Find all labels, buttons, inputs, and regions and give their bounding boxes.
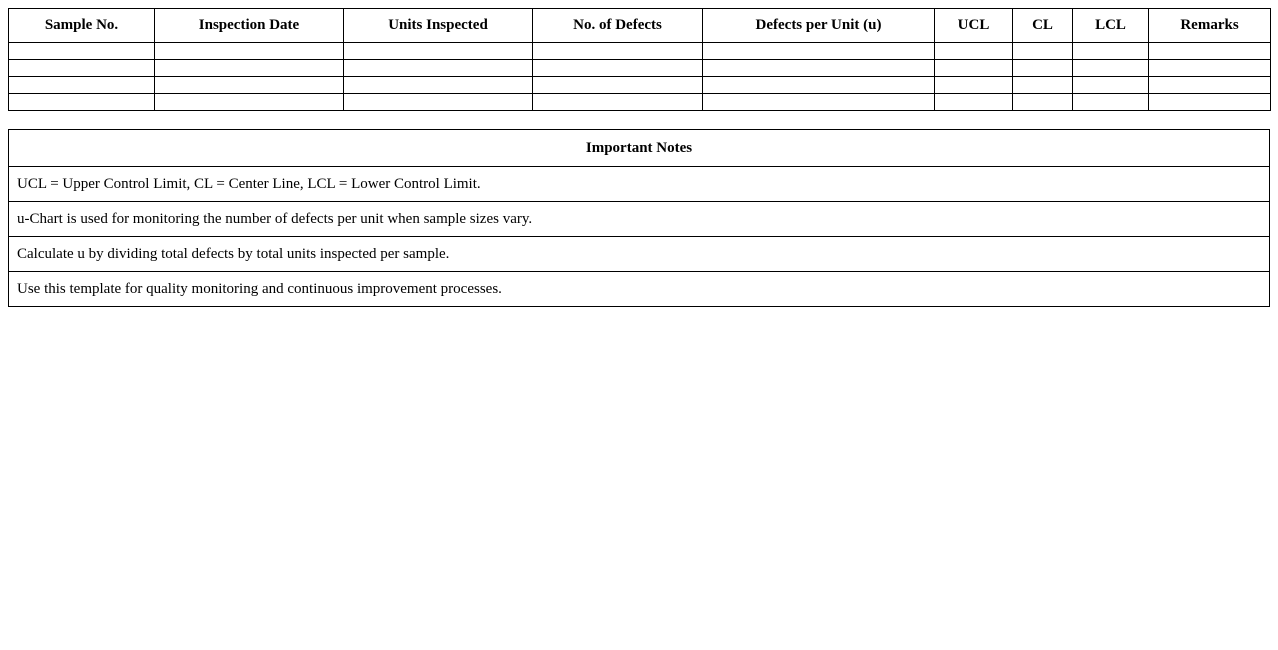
table-row — [9, 94, 1271, 111]
table-row — [9, 60, 1271, 77]
table-header-row — [9, 9, 1271, 43]
table-cell[interactable] — [1149, 60, 1271, 77]
table-cell[interactable] — [703, 43, 935, 60]
table-cell[interactable] — [1073, 60, 1149, 77]
table-cell[interactable] — [9, 60, 155, 77]
note-row — [9, 167, 1270, 202]
table-cell[interactable] — [935, 94, 1013, 111]
table-cell[interactable] — [155, 94, 344, 111]
column-header-defects-per-unit: Defects per Unit (u) — [703, 9, 935, 43]
table-cell[interactable] — [703, 60, 935, 77]
note-item: u-Chart is used for monitoring the number of defects per unit when sample sizes vary. — [9, 202, 1270, 237]
table-cell[interactable] — [1073, 94, 1149, 111]
table-row — [9, 77, 1271, 94]
note-row — [9, 237, 1270, 272]
table-cell[interactable] — [935, 43, 1013, 60]
table-cell[interactable] — [1013, 43, 1073, 60]
table-cell[interactable] — [1073, 77, 1149, 94]
column-header-inspection-date: Inspection Date — [155, 9, 344, 43]
column-header-ucl: UCL — [935, 9, 1013, 43]
column-header-sample-no: Sample No. — [9, 9, 155, 43]
table-cell[interactable] — [703, 77, 935, 94]
table-cell[interactable] — [344, 94, 533, 111]
important-notes-table — [8, 129, 1270, 307]
table-cell[interactable] — [9, 94, 155, 111]
table-cell[interactable] — [935, 77, 1013, 94]
table-cell[interactable] — [155, 77, 344, 94]
table-cell[interactable] — [533, 43, 703, 60]
column-header-units-inspected: Units Inspected — [344, 9, 533, 43]
table-cell[interactable] — [935, 60, 1013, 77]
table-cell[interactable] — [1149, 77, 1271, 94]
page — [0, 0, 1278, 307]
table-cell[interactable] — [344, 60, 533, 77]
table-cell[interactable] — [344, 77, 533, 94]
table-cell[interactable] — [703, 94, 935, 111]
u-chart-data-table — [8, 8, 1271, 111]
notes-title: Important Notes — [9, 130, 1270, 167]
table-cell[interactable] — [344, 43, 533, 60]
notes-header-row — [9, 130, 1270, 167]
column-header-cl: CL — [1013, 9, 1073, 43]
table-cell[interactable] — [1013, 94, 1073, 111]
table-cell[interactable] — [9, 43, 155, 60]
table-cell[interactable] — [1149, 94, 1271, 111]
table-cell[interactable] — [533, 94, 703, 111]
table-cell[interactable] — [533, 60, 703, 77]
table-cell[interactable] — [533, 77, 703, 94]
table-cell[interactable] — [155, 60, 344, 77]
table-row — [9, 43, 1271, 60]
table-cell[interactable] — [9, 77, 155, 94]
table-cell[interactable] — [1149, 43, 1271, 60]
column-header-no-of-defects: No. of Defects — [533, 9, 703, 43]
note-item: UCL = Upper Control Limit, CL = Center Line, LCL = Lower Control Limit. — [9, 167, 1270, 202]
table-cell[interactable] — [1073, 43, 1149, 60]
table-cell[interactable] — [1013, 77, 1073, 94]
note-row — [9, 272, 1270, 307]
table-cell[interactable] — [1013, 60, 1073, 77]
note-row — [9, 202, 1270, 237]
column-header-remarks: Remarks — [1149, 9, 1271, 43]
note-item: Use this template for quality monitoring and continuous improvement processes. — [9, 272, 1270, 307]
table-cell[interactable] — [155, 43, 344, 60]
note-item: Calculate u by dividing total defects by total units inspected per sample. — [9, 237, 1270, 272]
column-header-lcl: LCL — [1073, 9, 1149, 43]
